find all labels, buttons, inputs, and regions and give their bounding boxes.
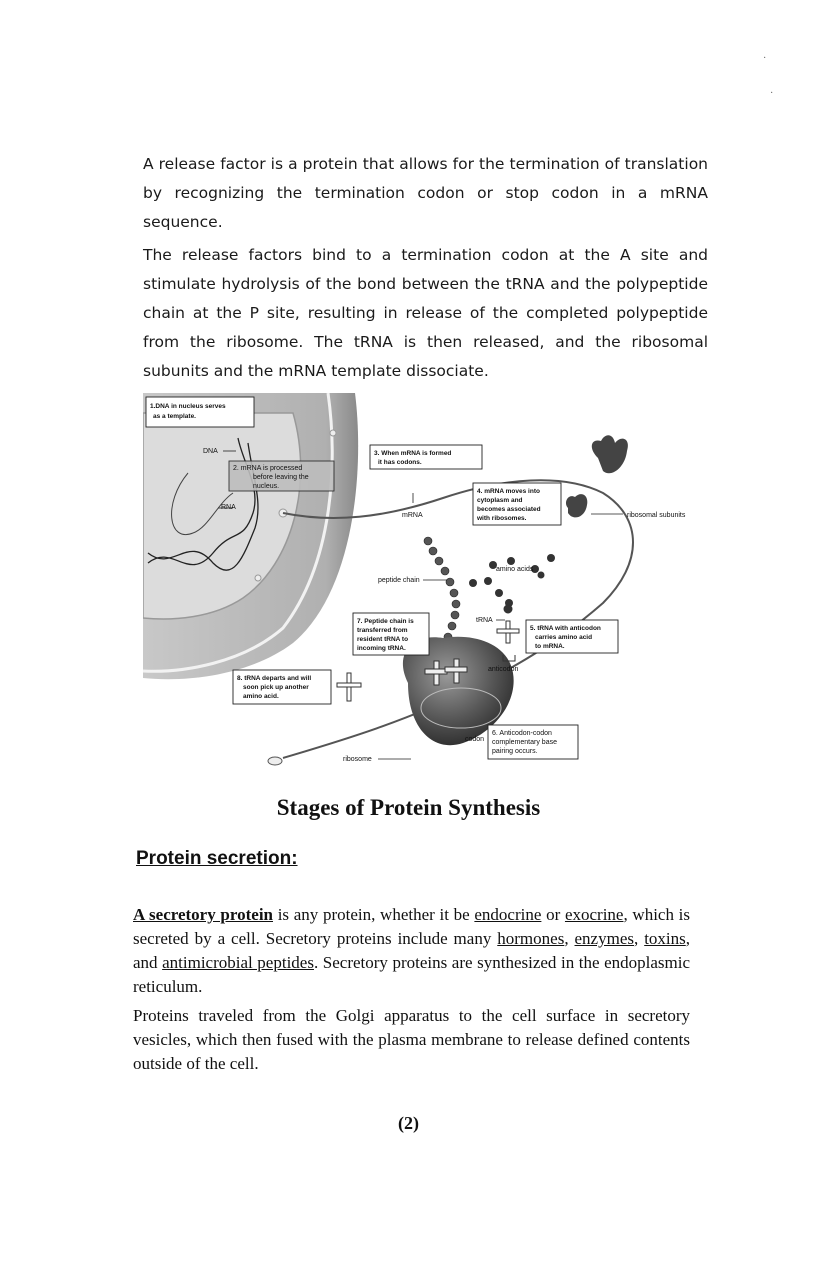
box-7-line-3: resident tRNA to: [357, 636, 409, 643]
page-number: (2): [398, 1113, 419, 1133]
enzymes-link[interactable]: enzymes: [574, 929, 634, 948]
label-ribosomal-subunits: ribosomal subunits: [627, 512, 686, 519]
label-anticodon: anticodon: [488, 666, 519, 673]
departing-trna: [337, 673, 361, 701]
nuclear-pore: [255, 575, 261, 581]
mrna-end: [268, 757, 282, 765]
callout-box-6: [488, 725, 578, 759]
figure-caption: Stages of Protein Synthesis: [276, 795, 541, 820]
box-6-line-2: complementary base: [492, 739, 557, 746]
box-5-line-3: to mRNA.: [535, 643, 565, 650]
label-rna: RNA: [221, 504, 236, 511]
protein-synthesis-diagram: [143, 393, 708, 773]
box-8-line-1: 8. tRNA departs and will: [237, 675, 312, 682]
box-6-line-3: pairing occurs.: [492, 748, 538, 755]
callout-box-1: [146, 397, 254, 427]
release-factor-paragraph: A release factor is a protein that allows for the termination of translation by recognizing the termination codon or stop codon in a mRNA sequence.: [143, 155, 708, 231]
label-codon: codon: [465, 736, 485, 743]
protein-synthesis-figure: [143, 393, 708, 773]
box-4-line-1: 4. mRNA moves into: [477, 488, 540, 495]
amino-acids-group: [469, 554, 555, 607]
callout-box-2: [229, 461, 334, 491]
speck-mark: ·: [763, 53, 767, 64]
callout-box-7: [353, 613, 429, 655]
nuclear-pore: [330, 430, 336, 436]
label-mrna: mRNA: [402, 512, 423, 519]
text-span: is any protein, whether it be: [273, 905, 475, 924]
box-5-line-1: 5. tRNA with anticodon: [530, 625, 601, 632]
label-ribosome: ribosome: [343, 756, 372, 763]
callout-box-8: [233, 670, 331, 704]
box-8-line-2: soon pick up another: [243, 684, 309, 691]
label-amino-acids: amino acids: [496, 566, 534, 573]
box-1-line-1: 1.DNA in nucleus serves: [150, 403, 226, 410]
callout-box-5: [526, 620, 618, 653]
box-4-line-3: becomes associated: [477, 506, 541, 513]
box-8-line-3: amino acid.: [243, 693, 279, 700]
exocrine-link[interactable]: exocrine: [564, 905, 624, 924]
text-span: , and: [133, 929, 691, 972]
box-1-line-2: as a template.: [153, 413, 196, 420]
box-5-line-2: carries amino acid: [535, 634, 593, 641]
box-4-line-2: cytoplasm and: [477, 497, 523, 504]
callout-box-4: [473, 483, 561, 525]
text-span: ,: [564, 929, 575, 948]
label-trna: tRNA: [476, 617, 493, 624]
secretory-protein-paragraph: [133, 903, 690, 999]
golgi-transport-paragraph: Proteins traveled from the Golgi apparatus to the cell surface in secretory vesicles, which then fused with the plasma membrane to release defined contents outside of the cell.: [133, 1006, 690, 1073]
box-2-line-3: nucleus.: [253, 483, 280, 490]
label-dna: DNA: [203, 448, 218, 455]
box-3-line-1: 3. When mRNA is formed: [374, 450, 452, 457]
toxins-link[interactable]: toxins: [644, 929, 686, 948]
antimicrobial-peptides-link[interactable]: antimicrobial peptides: [162, 953, 314, 972]
box-2-line-2: before leaving the: [253, 474, 309, 481]
secretory-protein-link[interactable]: A secretory protein: [133, 905, 273, 924]
incoming-trna: [497, 605, 519, 643]
speck-mark: ·: [770, 88, 774, 99]
box-7-line-2: transferred from: [357, 627, 408, 634]
box-4-line-4: with ribosomes.: [477, 515, 527, 522]
ribosomal-large-subunit-icon: [592, 435, 628, 473]
box-3-line-2: it has codons.: [378, 459, 422, 466]
ribosomal-small-subunit-icon: [566, 494, 587, 517]
hormones-link[interactable]: hormones: [497, 929, 565, 948]
section-heading: Protein secretion:: [136, 848, 298, 869]
text-span: , which is secreted by a cell. Secretory proteins include many: [133, 905, 690, 948]
box-7-line-1: 7. Peptide chain is: [357, 618, 414, 625]
endocrine-link[interactable]: endocrine: [474, 905, 542, 924]
box-2-line-1: 2. mRNA is processed: [233, 465, 303, 472]
text-span: . Secretory proteins are synthesized in the endoplasmic reticulum.: [133, 953, 691, 996]
label-peptide-chain: peptide chain: [378, 577, 420, 584]
box-7-line-4: incoming tRNA.: [357, 645, 406, 652]
release-factor-binding-paragraph: The release factors bind to a termination codon at the A site and stimulate hydrolysis of the bond between the tRNA and the polypeptide chain at the P site, resulting in release of the completed polypeptide from the ribosome. The tRNA is then released, and the ribosomal subunits and the mRNA template dissociate.: [143, 246, 708, 380]
text-span: or: [541, 905, 565, 924]
box-6-line-1: 6. Anticodon-codon: [492, 730, 552, 737]
text-span: ,: [634, 929, 645, 948]
callout-box-3: [370, 445, 482, 469]
